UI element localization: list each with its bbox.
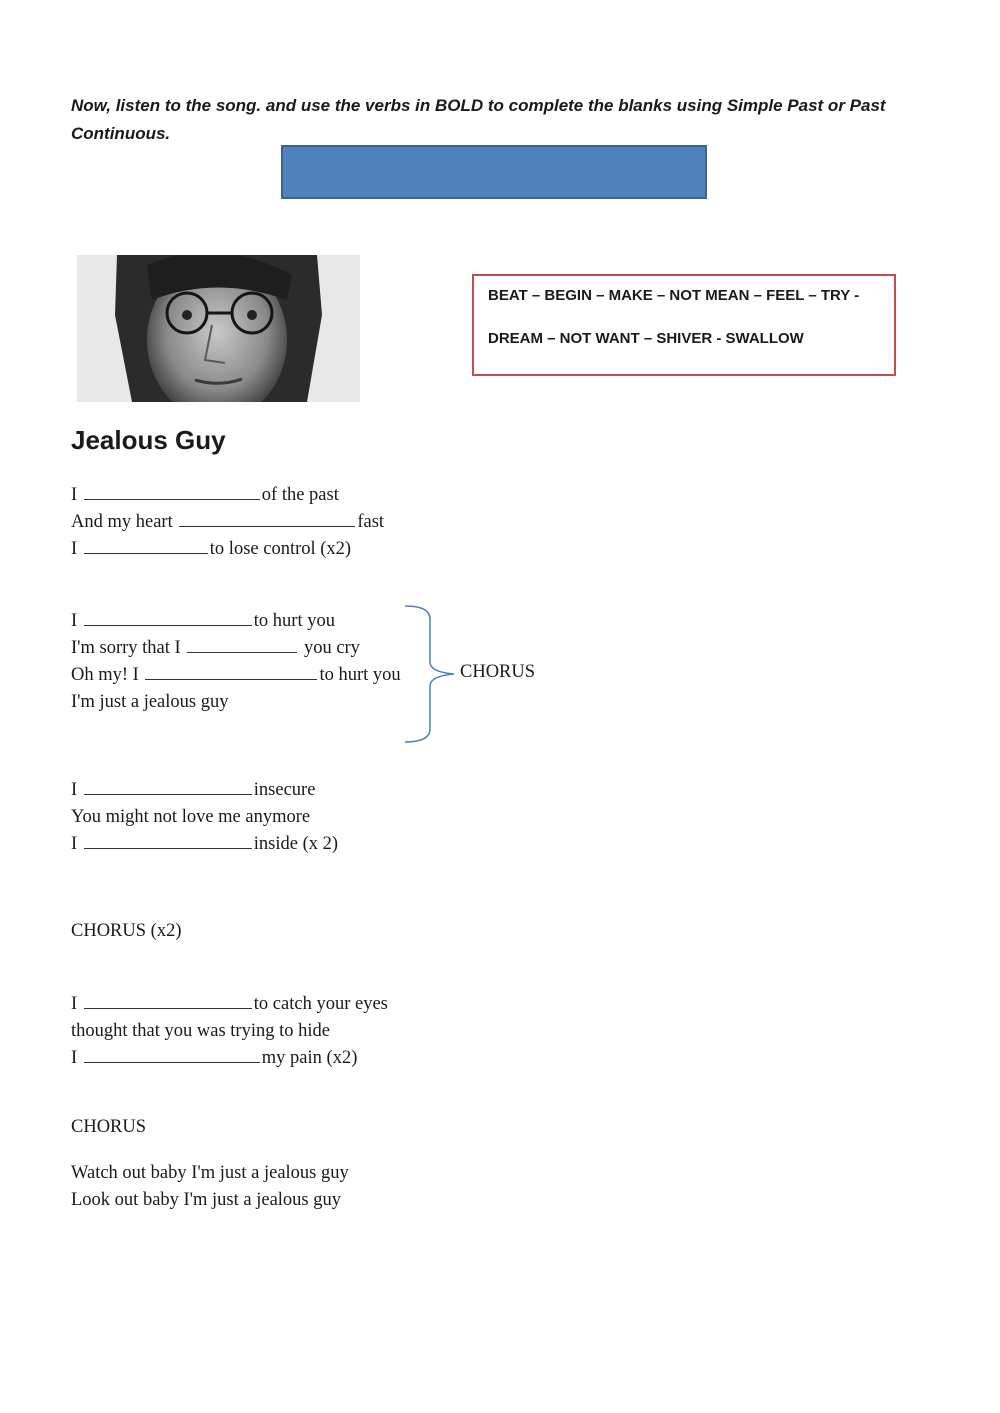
instructions-text: Now, listen to the song. and use the verbs in BOLD to complete the blanks using Simple Past or Past Continuous. <box>71 96 886 143</box>
blank-field[interactable] <box>84 779 252 795</box>
verse-1 <box>71 482 384 563</box>
blank-field[interactable] <box>84 833 252 849</box>
lyric-text: fast <box>357 512 385 532</box>
lyric-text: I <box>71 780 78 800</box>
blank-field[interactable] <box>84 610 252 626</box>
lyric-text: I'm sorry that I <box>71 638 181 658</box>
blank-field[interactable] <box>145 664 317 680</box>
blank-field[interactable] <box>187 637 297 653</box>
portrait-illustration <box>77 255 360 402</box>
chorus-final-label: CHORUS <box>71 1117 147 1137</box>
blank-field[interactable] <box>84 484 260 500</box>
lyric-text: you cry <box>299 638 360 658</box>
verb-list-row-2: DREAM – NOT WANT – SHIVER - SWALLOW <box>488 330 804 347</box>
lyric-text: inside (x 2) <box>253 834 339 854</box>
video-player-bar[interactable] <box>281 145 707 199</box>
blank-field[interactable] <box>179 511 355 527</box>
verb-list-row-1: BEAT – BEGIN – MAKE – NOT MEAN – FEEL – TRY - <box>488 287 860 304</box>
blank-field[interactable] <box>84 1047 260 1063</box>
lyric-text: You might not love me anymore <box>71 807 311 827</box>
verse-2 <box>71 777 338 858</box>
lyric-text: to hurt you <box>253 611 335 631</box>
lyric-text: I <box>71 485 78 505</box>
chorus-label: CHORUS <box>460 662 536 682</box>
lyric-text: to lose control (x2) <box>209 539 352 559</box>
lyric-text: I <box>71 1048 78 1068</box>
lyric-text: insecure <box>253 780 316 800</box>
chorus-stanza <box>71 608 401 716</box>
portrait-photo <box>77 255 360 402</box>
chorus-repeat-label: CHORUS (x2) <box>71 921 182 941</box>
blank-field[interactable] <box>84 538 208 554</box>
lyric-text: Watch out baby I'm just a jealous guy <box>71 1163 349 1183</box>
lyric-text: thought that you was trying to hide <box>71 1021 330 1041</box>
lyric-text: Oh my! I <box>71 665 139 685</box>
lyric-text: to hurt you <box>319 665 401 685</box>
outro <box>71 1160 349 1214</box>
lyric-text: I <box>71 994 78 1014</box>
lyric-text: And my heart <box>71 512 173 532</box>
verb-word-box <box>472 274 896 376</box>
lyric-text: I <box>71 611 78 631</box>
verse-3 <box>71 991 388 1072</box>
blank-field[interactable] <box>84 993 252 1009</box>
lyric-text: I <box>71 834 78 854</box>
lyric-text: I'm just a jealous guy <box>71 692 229 712</box>
chorus-brace-icon <box>402 604 462 744</box>
song-title: Jealous Guy <box>71 425 226 455</box>
lyric-text: of the past <box>261 485 339 505</box>
lyric-text: Look out baby I'm just a jealous guy <box>71 1190 342 1210</box>
lyric-text: I <box>71 539 78 559</box>
lyric-text: my pain (x2) <box>261 1048 358 1068</box>
lyric-text: to catch your eyes <box>253 994 388 1014</box>
